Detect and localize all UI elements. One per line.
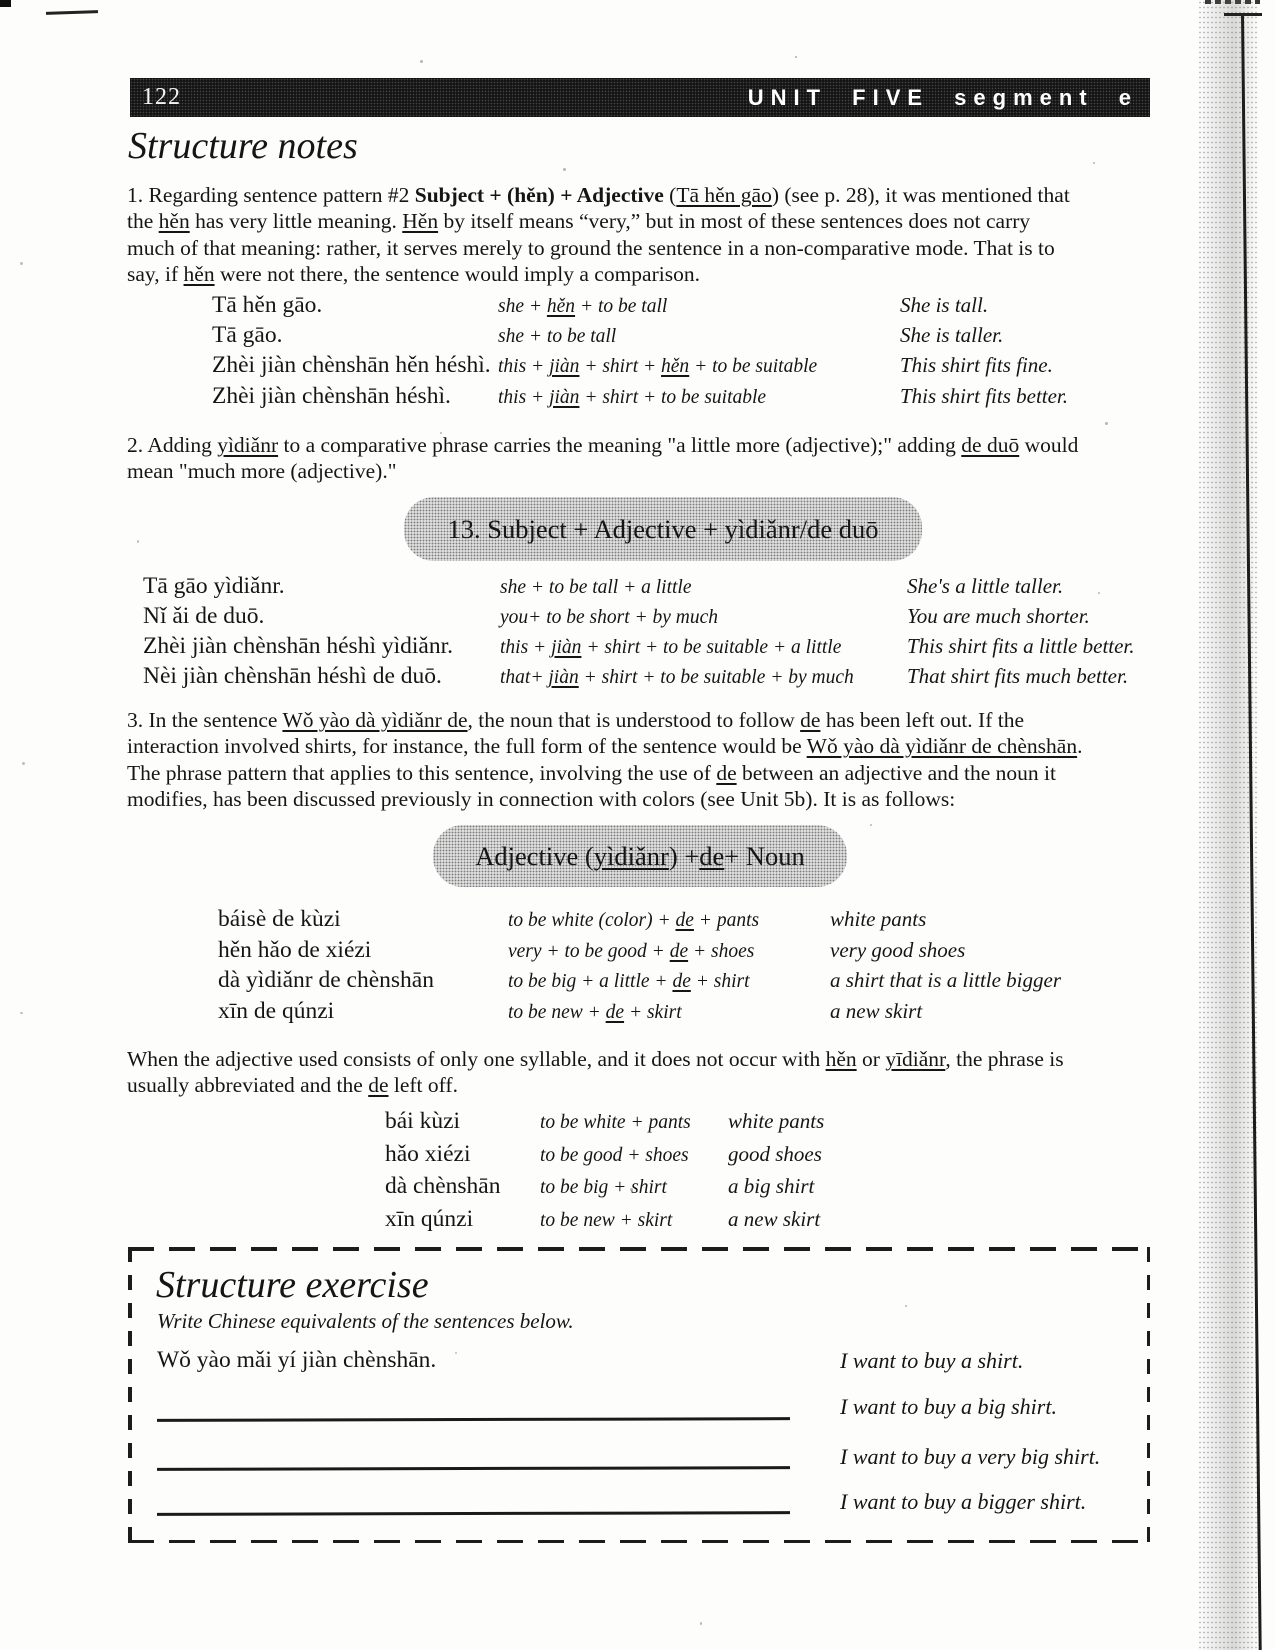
english-cell: a new skirt bbox=[728, 1206, 821, 1231]
gloss-cell bbox=[508, 967, 830, 997]
text-run: , the phrase is bbox=[945, 1047, 1064, 1071]
note-paragraph-2 bbox=[127, 432, 1078, 485]
paragraph-line bbox=[127, 261, 1070, 287]
gloss-cell bbox=[508, 906, 830, 936]
answer-blank-line-2 bbox=[157, 1466, 790, 1470]
example-row bbox=[212, 382, 1068, 412]
scan-speck bbox=[1093, 162, 1095, 164]
text-run: 3. In the sentence bbox=[127, 708, 283, 732]
text-run: modifies, has been discussed previously in connection with colors (see Unit 5b). It is as follows: bbox=[127, 786, 956, 811]
gloss-cell bbox=[500, 603, 907, 632]
text-run: that+ bbox=[500, 667, 549, 688]
emphasized-text: jiàn bbox=[551, 637, 582, 658]
text-run: + pants bbox=[693, 910, 760, 931]
emphasized-text: yìdiǎnr bbox=[593, 840, 669, 871]
pinyin-cell: xīn de qúnzi bbox=[218, 997, 335, 1024]
text-run: Adjective ( bbox=[475, 840, 594, 871]
emphasized-text: Tā hěn gāo bbox=[676, 183, 772, 207]
text-run: she + bbox=[498, 296, 547, 317]
text-run: , the noun that is understood to follow bbox=[467, 708, 801, 732]
gloss-cell bbox=[508, 937, 830, 967]
example-row bbox=[212, 351, 1068, 381]
emphasized-text: yīdiǎnr bbox=[885, 1047, 946, 1071]
page-number: 122 bbox=[142, 84, 181, 110]
text-run: + shoes bbox=[688, 940, 755, 962]
example-row bbox=[218, 997, 1061, 1028]
exercise-english-2: I want to buy a big shirt. bbox=[840, 1394, 1057, 1419]
text-run: say, if bbox=[127, 261, 184, 286]
text-run: ) + bbox=[668, 840, 700, 871]
page-title: Structure notes bbox=[128, 125, 358, 167]
page-header-bar bbox=[130, 78, 1150, 117]
paragraph-line bbox=[127, 1072, 1064, 1098]
text-run: + shirt + to be suitable + by much bbox=[578, 667, 854, 688]
answer-blank-line-1 bbox=[157, 1417, 790, 1421]
gloss-cell bbox=[540, 1206, 728, 1237]
gloss-cell bbox=[498, 353, 900, 381]
text-run: to be white (color) + bbox=[508, 910, 676, 931]
text-run: mean "much more (adjective)." bbox=[127, 459, 397, 484]
text-run: to be good + shoes bbox=[540, 1144, 689, 1166]
text-run: were not there, the sentence would imply a comparison. bbox=[214, 261, 700, 286]
text-run: the bbox=[127, 209, 159, 234]
pinyin-cell: Tā gāo yìdiǎnr. bbox=[143, 573, 285, 599]
text-run: usually abbreviated and the bbox=[127, 1073, 369, 1098]
emphasized-text: Wǒ yào dà yìdiǎnr de bbox=[282, 708, 468, 732]
emphasized-text: de bbox=[699, 840, 725, 871]
text-run: left off. bbox=[388, 1073, 458, 1098]
emphasized-text: de bbox=[669, 940, 689, 962]
exercise-example-pinyin: Wǒ yào mǎi yí jiàn chènshān. bbox=[157, 1347, 437, 1373]
gloss-cell bbox=[540, 1108, 728, 1139]
gloss-cell bbox=[498, 293, 900, 321]
pattern-box-adjective-de-noun bbox=[433, 825, 847, 887]
emphasized-text: Subject + (hěn) + Adjective bbox=[414, 183, 664, 207]
emphasized-text: yìdiǎnr bbox=[217, 433, 279, 457]
pinyin-cell: hěn hǎo de xiézi bbox=[218, 936, 372, 963]
dashed-border-top bbox=[128, 1247, 1150, 1251]
scan-speck bbox=[700, 1622, 702, 1625]
english-cell: This shirt fits fine. bbox=[900, 353, 1053, 378]
paragraph-line bbox=[127, 432, 1078, 458]
scan-speck bbox=[563, 168, 566, 171]
example-row bbox=[218, 936, 1061, 967]
text-run: to be big + shirt bbox=[540, 1177, 667, 1198]
text-run: The phrase pattern that applies to this sentence, involving the use of bbox=[127, 760, 717, 785]
gloss-cell bbox=[500, 663, 907, 692]
exercise-title: Structure exercise bbox=[156, 1264, 429, 1306]
exercise-english-4: I want to buy a bigger shirt. bbox=[840, 1489, 1087, 1514]
gloss-cell bbox=[508, 998, 830, 1028]
english-cell: a big shirt bbox=[728, 1174, 815, 1198]
answer-blank-line-3 bbox=[157, 1511, 790, 1515]
paragraph-line bbox=[127, 458, 1078, 484]
example-row bbox=[385, 1106, 824, 1139]
pinyin-cell: xīn qúnzi bbox=[385, 1205, 474, 1232]
text-run: to a comparative phrase carries the meaning "a little more (adjective);" adding bbox=[278, 433, 962, 457]
text-run: has been left out. If the bbox=[820, 708, 1025, 732]
scan-speck bbox=[1105, 422, 1108, 425]
emphasized-text: hěn bbox=[661, 356, 690, 378]
dashed-border-right bbox=[1147, 1247, 1151, 1543]
emphasized-text: de bbox=[368, 1073, 389, 1098]
note-paragraph-1 bbox=[127, 182, 1070, 287]
dashed-border-left bbox=[128, 1247, 132, 1543]
example-table-1 bbox=[212, 291, 1068, 412]
paragraph-line bbox=[127, 733, 1082, 759]
unit-header: UNIT FIVE segment e bbox=[747, 84, 1138, 110]
text-run: + shirt + to be suitable bbox=[579, 386, 767, 408]
scan-speck bbox=[420, 60, 423, 63]
exercise-instructions: Write Chinese equivalents of the sentences below. bbox=[157, 1309, 574, 1333]
gloss-cell bbox=[498, 323, 900, 351]
text-run: 2. Adding bbox=[127, 433, 218, 457]
scan-speck bbox=[20, 262, 23, 265]
text-run: interaction involved shirts, for instance, the full form of the sentence would be bbox=[127, 734, 807, 759]
text-run: by itself means “very,” but in most of these sentences does not carry bbox=[438, 209, 1031, 234]
text-run: + skirt bbox=[624, 1001, 682, 1023]
english-cell: That shirt fits much better. bbox=[907, 664, 1129, 688]
english-cell: You are much shorter. bbox=[907, 604, 1090, 628]
structure-exercise-box bbox=[128, 1247, 1150, 1543]
emphasized-text: de bbox=[716, 760, 737, 785]
text-run: to be new + bbox=[508, 1001, 606, 1023]
note-paragraph-4 bbox=[127, 1046, 1064, 1099]
english-cell: She's a little taller. bbox=[907, 574, 1064, 598]
pinyin-cell: dà chènshān bbox=[385, 1173, 501, 1199]
english-cell: She is tall. bbox=[900, 293, 989, 317]
example-row bbox=[218, 966, 1061, 997]
emphasized-text: Wǒ yào dà yìdiǎnr de chènshān bbox=[806, 734, 1078, 759]
pinyin-cell: Nèi jiàn chènshān héshì de duō. bbox=[143, 663, 442, 689]
text-run: she + to be tall + a little bbox=[500, 577, 692, 598]
example-row bbox=[385, 1139, 824, 1172]
text-run: ) (see p. 28), it was mentioned that bbox=[771, 183, 1070, 207]
scan-speck bbox=[795, 56, 797, 58]
emphasized-text: hěn bbox=[183, 261, 215, 286]
example-row bbox=[143, 662, 1135, 692]
gloss-cell bbox=[498, 384, 900, 412]
example-row bbox=[143, 572, 1135, 602]
emphasized-text: jiàn bbox=[548, 667, 579, 688]
book-binding-top-mark bbox=[1224, 13, 1262, 16]
text-run: ( bbox=[663, 183, 677, 207]
text-run: between an adjective and the noun it bbox=[736, 760, 1057, 785]
note-paragraph-3 bbox=[127, 707, 1082, 812]
english-cell: white pants bbox=[728, 1109, 825, 1133]
text-run: would bbox=[1019, 433, 1079, 457]
example-row bbox=[212, 291, 1068, 321]
emphasized-text: jiàn bbox=[549, 356, 580, 378]
example-row bbox=[143, 632, 1135, 662]
text-run: this + bbox=[500, 637, 552, 658]
scan-dash-mark bbox=[46, 10, 98, 15]
emphasized-text: Hěn bbox=[402, 209, 439, 234]
text-run: very + to be good + bbox=[508, 940, 670, 962]
text-run: + to be tall bbox=[575, 296, 668, 317]
example-row bbox=[212, 321, 1068, 351]
pattern-box-13 bbox=[404, 497, 922, 561]
example-table-2 bbox=[143, 572, 1135, 692]
paragraph-line bbox=[127, 760, 1082, 786]
text-run: she + to be tall bbox=[498, 326, 617, 348]
english-cell: a shirt that is a little bigger bbox=[830, 968, 1062, 992]
text-run: + to be suitable bbox=[689, 356, 818, 378]
pinyin-cell: báisè de kùzi bbox=[218, 906, 341, 932]
text-run: you+ to be short + by much bbox=[500, 607, 719, 628]
paragraph-line bbox=[127, 182, 1070, 208]
emphasized-text: de duō bbox=[961, 433, 1020, 457]
text-run: + shirt + bbox=[579, 356, 662, 378]
pinyin-cell: bái kùzi bbox=[385, 1108, 461, 1134]
pinyin-cell: Tā gāo. bbox=[212, 322, 283, 349]
pinyin-cell: Zhèi jiàn chènshān héshì yìdiǎnr. bbox=[143, 633, 453, 659]
paragraph-line bbox=[127, 786, 1082, 812]
paragraph-line bbox=[127, 235, 1070, 261]
text-run: much of that meaning: rather, it serves merely to ground the sentence in a non-comparative mode. That is to bbox=[127, 235, 1055, 260]
pinyin-cell: Zhèi jiàn chènshān héshì. bbox=[212, 382, 451, 409]
text-run: this + bbox=[498, 386, 550, 408]
example-table-3 bbox=[218, 905, 1061, 1027]
english-cell: This shirt fits a little better. bbox=[907, 634, 1135, 658]
text-run: 13. Subject + Adjective + yìdiǎnr/de duō bbox=[447, 513, 879, 544]
text-run: or bbox=[856, 1047, 886, 1071]
gloss-cell bbox=[500, 633, 907, 662]
scan-speck bbox=[137, 540, 139, 543]
text-run: to be white + pants bbox=[540, 1112, 691, 1133]
english-cell: very good shoes bbox=[830, 937, 966, 962]
exercise-english-1: I want to buy a shirt. bbox=[840, 1348, 1024, 1373]
example-row bbox=[143, 602, 1135, 632]
scan-corner-mark bbox=[0, 0, 11, 7]
text-run: + Noun bbox=[724, 840, 805, 871]
text-run: has very little meaning. bbox=[189, 209, 403, 234]
text-run: . bbox=[1077, 734, 1083, 759]
text-run: + shirt + to be suitable + a little bbox=[581, 637, 842, 658]
pinyin-cell: Nǐ ǎi de duō. bbox=[143, 603, 265, 629]
emphasized-text: hěn bbox=[825, 1047, 857, 1071]
text-run: When the adjective used consists of only one syllable, and it does not occur with bbox=[127, 1047, 826, 1071]
emphasized-text: de bbox=[672, 971, 691, 992]
pinyin-cell: hǎo xiézi bbox=[385, 1140, 471, 1167]
emphasized-text: de bbox=[800, 708, 821, 732]
emphasized-text: hěn bbox=[546, 296, 576, 317]
paragraph-line bbox=[127, 208, 1070, 234]
dashed-border-bottom bbox=[128, 1540, 1150, 1544]
example-row bbox=[218, 905, 1061, 936]
english-cell: good shoes bbox=[728, 1141, 822, 1166]
english-cell: white pants bbox=[830, 907, 927, 931]
scan-speck bbox=[870, 824, 872, 826]
text-run: 1. Regarding sentence pattern #2 bbox=[127, 183, 415, 207]
example-table-4 bbox=[385, 1106, 824, 1236]
example-row bbox=[385, 1204, 824, 1237]
pinyin-cell: Zhèi jiàn chènshān hěn héshì. bbox=[212, 352, 491, 379]
exercise-english-3: I want to buy a very big shirt. bbox=[840, 1444, 1101, 1469]
text-run: to be big + a little + bbox=[508, 971, 673, 992]
example-row bbox=[385, 1171, 824, 1204]
pinyin-cell: Tā hěn gāo. bbox=[212, 292, 323, 318]
text-run: this + bbox=[498, 356, 550, 378]
emphasized-text: jiàn bbox=[549, 386, 580, 408]
text-run: + shirt bbox=[690, 971, 750, 992]
emphasized-text: hěn bbox=[158, 209, 190, 234]
text-run: to be new + skirt bbox=[540, 1209, 673, 1231]
paragraph-line bbox=[127, 1046, 1064, 1072]
english-cell: This shirt fits better. bbox=[900, 383, 1069, 408]
gloss-cell bbox=[540, 1141, 728, 1172]
gloss-cell bbox=[540, 1173, 728, 1204]
emphasized-text: de bbox=[605, 1001, 625, 1023]
english-cell: She is taller. bbox=[900, 323, 1004, 348]
scan-speck bbox=[22, 762, 25, 765]
emphasized-text: de bbox=[675, 910, 694, 931]
gloss-cell bbox=[500, 573, 907, 602]
english-cell: a new skirt bbox=[830, 998, 923, 1023]
paragraph-line bbox=[127, 707, 1082, 733]
pinyin-cell: dà yìdiǎnr de chènshān bbox=[218, 967, 434, 993]
scan-speck bbox=[20, 1012, 23, 1014]
